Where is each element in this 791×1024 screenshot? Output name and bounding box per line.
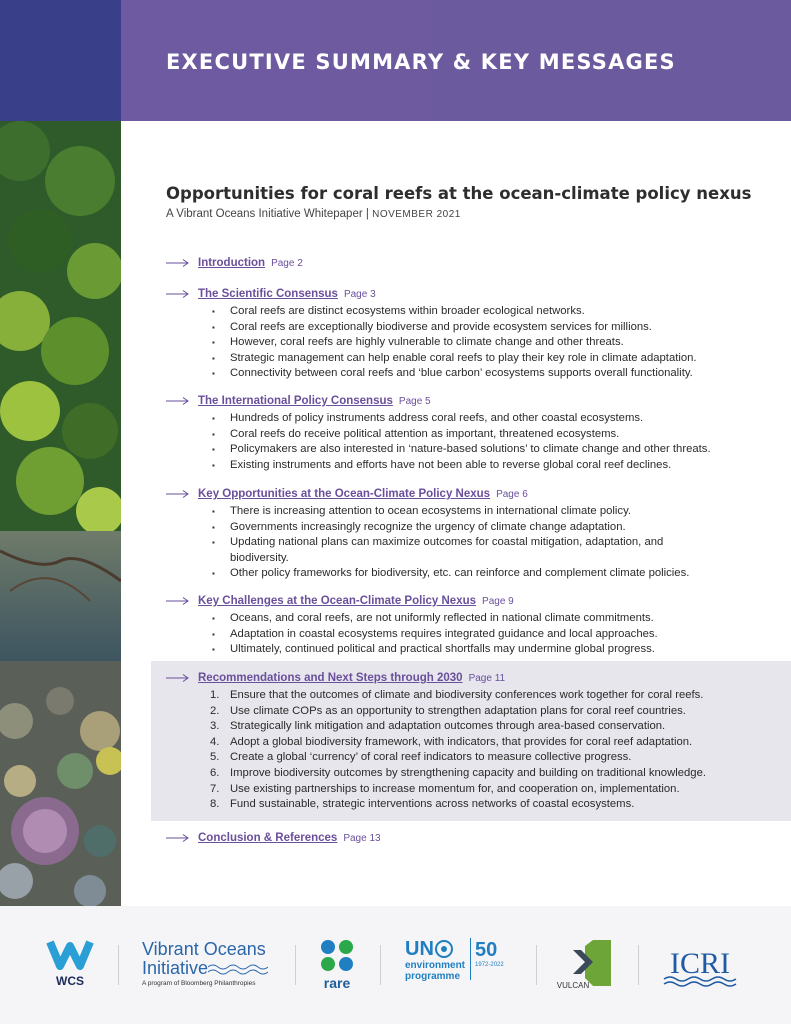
section-key-challenges	[166, 593, 776, 658]
vulcan-label: VULCAN	[556, 981, 590, 990]
arrow-right-icon	[166, 289, 190, 299]
header-accent-block	[0, 0, 121, 121]
item-text: Strategically link mitigation and adaptation outcomes through area-based conservation.	[230, 720, 666, 733]
item-text: Create a global ‘currency’ of coral reef indicators to measure collective progress.	[230, 751, 632, 764]
section-link-scientific-consensus[interactable]: The Scientific Consensus	[198, 288, 338, 300]
document-title: Opportunities for coral reefs at the ocean-climate policy nexus	[166, 184, 752, 203]
bullet-item: ▪ Connectivity between coral reefs and ‘blue carbon’ ecosystems supports overall functionality.	[230, 366, 776, 382]
icri-logo	[660, 943, 740, 994]
un-laurel-logo	[434, 939, 454, 959]
item-number: 3.	[210, 720, 220, 733]
arrow-right-icon	[166, 673, 190, 683]
footer-divider	[118, 945, 119, 985]
bullet-item: ▪ Other policy frameworks for biodiversity, etc. can reinforce and complement climate policies.	[230, 566, 720, 582]
subtitle-text: A Vibrant Oceans Initiative Whitepaper	[166, 208, 363, 220]
numbered-item	[210, 735, 776, 751]
item-text: Use climate COPs as an opportunity to strengthen adaptation plans for coral reef countries.	[230, 704, 686, 717]
section-page-number: Page 11	[468, 672, 506, 684]
footer-divider	[295, 945, 296, 985]
item-number: 2.	[210, 704, 220, 717]
rare-fish-logo	[321, 940, 335, 954]
vulcan-logo	[555, 938, 615, 995]
voi-line2: Initiative	[142, 958, 209, 978]
section-page-number: Page 2	[271, 257, 303, 269]
bullet-item: ▪ Coral reefs are distinct ecosystems within broader ecological networks.	[230, 304, 776, 320]
footer-divider	[536, 945, 537, 985]
wcs-logo	[46, 936, 94, 993]
section-scientific-consensus	[166, 286, 776, 382]
item-number: 6.	[210, 766, 220, 779]
unep-programme: programme	[405, 971, 461, 982]
item-text: Adopt a global biodiversity framework, with indicators, that provides for coral reef adaptation.	[230, 735, 693, 748]
bullet-item: ▪ Ultimately, continued political and practical shortfalls may undermine global progress.	[230, 642, 776, 658]
section-link-key-challenges[interactable]: Key Challenges at the Ocean-Climate Policy Nexus	[198, 595, 477, 607]
section-link-key-opportunities[interactable]: Key Opportunities at the Ocean-Climate Policy Nexus	[198, 488, 491, 500]
bullet-item: ▪ Adaptation in coastal ecosystems requires integrated guidance and local approaches.	[230, 627, 776, 643]
bullet-item: ▪ Coral reefs do receive political attention as important, threatened ecosystems.	[230, 427, 776, 443]
page-title: EXECUTIVE SUMMARY & KEY MESSAGES	[166, 50, 676, 74]
numbered-item	[210, 719, 776, 735]
arrow-right-icon	[166, 489, 190, 499]
voi-subtitle: A program of Bloomberg Philanthropies	[142, 980, 256, 987]
un-label: UN	[405, 938, 434, 960]
item-text: Use existing partnerships to increase momentum for, and cooperation on, implementation.	[230, 782, 680, 795]
section-introduction	[166, 255, 776, 271]
arrow-right-icon	[166, 833, 190, 843]
footer-divider	[638, 945, 639, 985]
unep-50: 50	[475, 939, 498, 961]
section-page-number: Page 13	[343, 832, 381, 844]
bullet-item: ▪ Oceans, and coral reefs, are not uniformly reflected in national climate commitments.	[230, 611, 776, 627]
arrow-right-icon	[166, 396, 190, 406]
section-international-policy	[166, 393, 776, 473]
document-subtitle	[166, 208, 461, 220]
section-page-number: Page 9	[482, 595, 514, 607]
bullet-item: ▪ Hundreds of policy instruments address coral reefs, and other coastal ecosystems.	[230, 411, 776, 427]
item-text: Ensure that the outcomes of climate and biodiversity conferences work together for coral reefs.	[230, 689, 704, 701]
bullet-item: ▪ Coral reefs are exceptionally biodiverse and provide ecosystem services for millions.	[230, 320, 776, 336]
section-conclusion	[166, 830, 776, 846]
section-recommendations	[166, 670, 776, 813]
rare-logo	[318, 938, 358, 997]
unep-env: environment	[405, 960, 466, 971]
voi-line1: Vibrant Oceans	[142, 939, 266, 959]
mangrove-coral-photo	[0, 121, 121, 906]
numbered-item	[210, 766, 776, 782]
section-key-opportunities	[166, 486, 776, 582]
bullet-item: ▪ Updating national plans can maximize outcomes for coastal mitigation, adaptation, and biodiversity.	[230, 535, 720, 566]
section-page-number: Page 3	[343, 288, 376, 300]
footer-divider	[380, 945, 381, 985]
wcs-label: WCS	[56, 974, 84, 988]
bullet-item: ▪ Policymakers are also interested in ‘nature-based solutions’ to climate change and other threats.	[230, 442, 776, 458]
unep-logo	[405, 938, 517, 982]
bullet-item: ▪ Strategic management can help enable coral reefs to play their key role in climate adaptation.	[230, 351, 776, 367]
bullet-item: ▪ Existing instruments and efforts have not been able to reverse global coral reef declines.	[230, 458, 776, 474]
item-number: 1.	[210, 689, 220, 701]
wave-icon	[208, 963, 268, 975]
bullet-item: ▪ There is increasing attention to ocean ecosystems in international climate policy.	[230, 504, 720, 520]
vibrant-oceans-logo	[142, 940, 272, 987]
item-number: 4.	[210, 735, 220, 748]
item-number: 7.	[210, 782, 220, 795]
numbered-item	[210, 782, 776, 798]
section-page-number: Page 5	[398, 395, 431, 407]
section-page-number: Page 6	[496, 488, 528, 500]
item-number: 5.	[210, 751, 220, 764]
unep-years: 1972-2022	[475, 962, 504, 968]
numbered-item	[210, 750, 776, 766]
item-text: Improve biodiversity outcomes by strengthening capacity and building on traditional knowledge.	[230, 766, 707, 779]
item-text: Fund sustainable, strategic interventions across networks of coastal ecosystems.	[230, 798, 635, 811]
numbered-item	[210, 688, 776, 704]
section-link-international-policy[interactable]: The International Policy Consensus	[198, 395, 393, 407]
section-link-conclusion[interactable]: Conclusion & References	[198, 832, 338, 844]
numbered-item	[210, 797, 776, 813]
bullet-item: ▪ Governments increasingly recognize the urgency of climate change adaptation.	[230, 520, 720, 536]
arrow-right-icon	[166, 258, 190, 268]
section-link-recommendations[interactable]: Recommendations and Next Steps through 2030	[198, 672, 463, 684]
arrow-right-icon	[166, 596, 190, 606]
rare-label: rare	[323, 975, 351, 991]
subtitle-separator: |	[365, 208, 369, 220]
item-number: 8.	[210, 798, 220, 811]
section-link-introduction[interactable]: Introduction	[198, 257, 266, 269]
bullet-item: ▪ However, coral reefs are highly vulnerable to climate change and other threats.	[230, 335, 776, 351]
icri-label: ICRI	[670, 947, 730, 980]
numbered-item	[210, 704, 776, 720]
publication-date: NOVEMBER 2021	[372, 209, 461, 220]
